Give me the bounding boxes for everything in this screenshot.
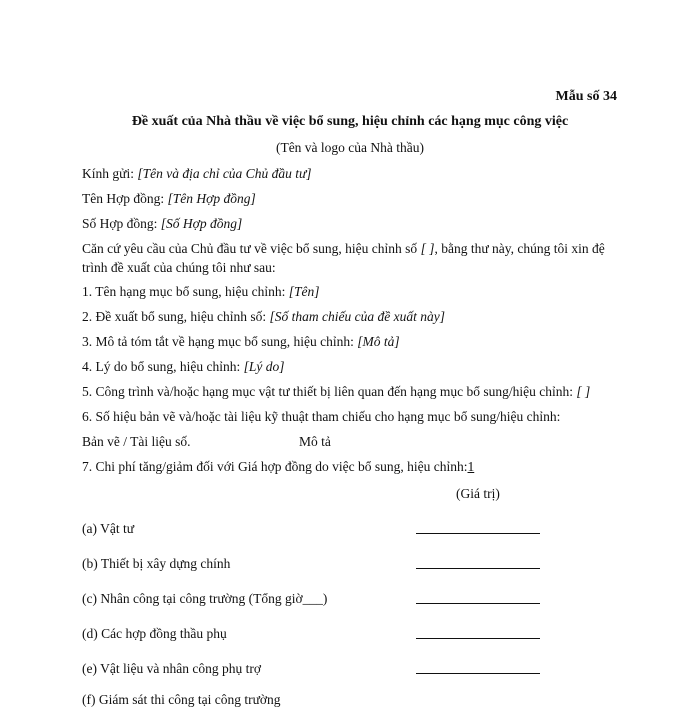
item-1 [82, 284, 319, 300]
item-5 [82, 384, 590, 400]
value-blank-c [416, 603, 540, 604]
cost-item-d: (d) Các hợp đồng thầu phụ [82, 626, 227, 641]
cost-item-f: (f) Giám sát thi công tại công trường [82, 692, 281, 707]
item-label: 1. Tên hạng mục bổ sung, hiệu chỉnh: [82, 284, 289, 299]
item-label: 6. Số hiệu bản vẽ và/hoặc tài liệu kỹ thuật tham chiếu cho hạng mục bổ sung/hiệu chỉnh: [82, 409, 561, 424]
value-header: (Giá trị) [456, 486, 500, 501]
item-value: [Lý do] [243, 359, 285, 374]
item-value: [Số tham chiếu của đề xuất này] [269, 309, 445, 324]
cost-item-e: (e) Vật liệu và nhân công phụ trợ [82, 661, 261, 676]
item-6 [82, 409, 560, 425]
contract-name-line [82, 191, 256, 207]
item-label: 5. Công trình và/hoặc hạng mục vật tư thiết bị liên quan đến hạng mục bổ sung/hiệu chỉnh: [82, 384, 577, 399]
value-blank-b [416, 568, 540, 569]
value-blank-e [416, 673, 540, 674]
document-title: Đề xuất của Nhà thầu về việc bổ sung, hiệu chỉnh các hạng mục công việc [131, 114, 569, 129]
cost-label: 7. Chi phí tăng/giảm đối với Giá hợp đồng do việc bổ sung, hiệu chỉnh: [82, 459, 468, 474]
form-number: Mẫu số 34 [555, 89, 617, 104]
item-label: 2. Đề xuất bổ sung, hiệu chỉnh số: [82, 309, 270, 324]
item-label: 4. Lý do bổ sung, hiệu chỉnh: [82, 359, 244, 374]
contract-number-label: Số Hợp đồng: [82, 216, 161, 231]
intro-part2: , bằng thư này, chúng tôi xin đệ trình đề xuất của chúng tôi như sau: [82, 241, 605, 275]
cost-footnote: 1 [467, 459, 475, 474]
item-value: [Tên] [288, 284, 320, 299]
cost-item-b: (b) Thiết bị xây dựng chính [82, 556, 231, 571]
intro-part1: Căn cứ yêu cầu của Chủ đầu tư về việc bổ sung, hiệu chỉnh số [82, 241, 421, 256]
contract-name-label: Tên Hợp đồng: [82, 191, 168, 206]
contract-number-line [82, 216, 242, 232]
addressee-line [82, 166, 312, 182]
item-2 [82, 309, 445, 325]
drawing-header-col1: Bản vẽ / Tài liệu số. [82, 434, 191, 449]
item-3 [82, 334, 400, 350]
cost-item-a: (a) Vật tư [82, 521, 135, 536]
item-value: [Mô tả] [357, 334, 400, 349]
cost-line [82, 459, 474, 475]
drawing-header-col2: Mô tả [299, 434, 331, 449]
item-4 [82, 359, 285, 375]
intro-bracket: [ ] [420, 241, 435, 256]
item-label: 3. Mô tả tóm tắt về hạng mục bổ sung, hiệu chỉnh: [82, 334, 358, 349]
item-value: [ ] [576, 384, 591, 399]
cost-item-c: (c) Nhân công tại công trường (Tổng giờ___) [82, 591, 328, 606]
value-blank-d [416, 638, 540, 639]
value-blank-a [416, 533, 540, 534]
addressee-value: [Tên và địa chỉ của Chủ đầu tư] [137, 166, 312, 181]
document-subtitle: (Tên và logo của Nhà thầu) [275, 140, 425, 155]
contract-number-value: [Số Hợp đồng] [160, 216, 243, 231]
addressee-label: Kính gửi: [82, 166, 138, 181]
contract-name-value: [Tên Hợp đồng] [167, 191, 256, 206]
intro-paragraph [82, 239, 622, 277]
